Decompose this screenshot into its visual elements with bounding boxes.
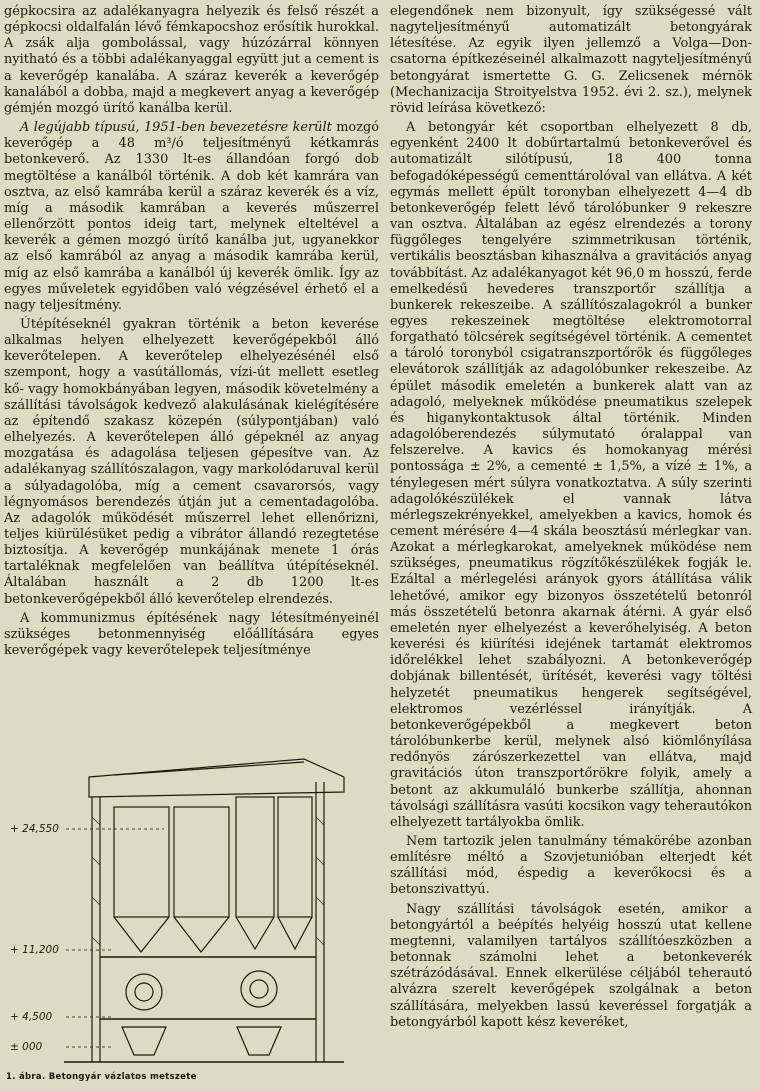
elevation-label: + 4,500 (10, 1011, 53, 1023)
betongyar-section-drawing (4, 737, 379, 1072)
elevation-label: + 24,550 (10, 823, 59, 835)
emphasized-lead: A legújabb típusú, 1951-ben bevezetésre került (20, 120, 332, 136)
figure-caption: 1. ábra. Betongyár vázlatos metszete (6, 1072, 197, 1082)
left-column (4, 4, 379, 659)
paragraph-text: mozgó keverőgép a 48 m³/ó teljesítményű kétkamrás betonkeverő. Az 1330 lt-es állandóan forgó dob megtöltése a kanálból történik. A dob két kamrára van osztva, az első kamrába kerül a száraz keverék és a víz, míg a második kamrában a keverés műszerrel ellenőrzött pontos ideig tart, melynek elteltével a keverék a gémen mozgó ürítő kanálba jut, ugyanekkor az első kamrából az anyag a második kamrába kerül, míg az első kamrába a kanálból új keverék ömlik. Így az egyes műveletek egyidőben való végzésével érhető el a nagy teljesítmény. (4, 120, 379, 313)
paragraph: A kommunizmus építésének nagy létesítményeinél szükséges betonmennyiség előállítására egyes keverőgépek vagy keverőtelepek teljesítménye (4, 610, 379, 659)
paragraph: gépkocsira az adalékanyagra helyezik és felső részét a gépkocsi oldalfalán lévő fémkapocshoz erősítik hurokkal. A zsák alja gombolással, vagy húzózárral könnyen nyitható és a többi adalékanyaggal együtt jut a cement is a keverőgép kanalába. A száraz keverék a keverőgép kanalából a dobba, majd a megkevert anyag a keverőgép gémjén mozgó ürítő kanálba kerül. (4, 4, 379, 116)
paragraph: Nem tartozik jelen tanulmány témakörébe azonban említésre méltó a Szovjetunióban elterjedt két szállítási mód, éspedig a keverőkocsi és a betonszivattyú. (390, 833, 752, 898)
elevation-label: + 11,200 (10, 944, 59, 956)
paragraph: A betongyár két csoportban elhelyezett 8 db, egyenként 2400 lt dobűrtartalmú betonkeverővel és automatizált silótípusú, 18 400 tonna befogadóképességű cementtárolóval van ellátva. A két egymás mellett épült toronyban elhelyezett 4—4 db betonkeverőgép felett lévő tárolóbunker 9 rekeszre van osztva. Általában az egész elrendezés a torony függőleges tengelyére szimmetrikusan történik, vertikális beosztásban kihasználva a gravitációs anyag továbbítást. Az adalékanyagot két 96,0 m hosszú, ferde emelkedésű hevederes transzportőr szállítja a bunkerek rekeszeibe. A szállítószalagokról a bunker egyes rekeszeinek megtöltése elektromotorral forgatható tölcsérek segítségével történik. A cementet a tároló toronyból csigatranszportőrök és függőleges elevátorok szállítják az adagolóbunker rekeszeibe. Az épület második emeletén a bunkerek alatt van az adagoló, melyeknek működése pneumatikus szelepek és higanykontaktusok által történik. Minden adagolóberendezés súlymutató óralappal van felszerelve. A kavics és homokanyag mérési pontossága ± 2%, a cementé ± 1,5%, a vízé ± 1%, a ténylegesen mért súlyra vonatkoztatva. A súly szerinti adagolókészülékek el vannak látva mérlegszekrényekkel, amelyekben a kavics, homok és cement mérésére 4—4 skála beosztású mérlegkar van. Azokat a mérlegkarokat, amelyeknek működése nem szükséges, pneumatikus rögzítőkészülékek fogják le. Ezáltal a mérlegelési arányok gyors átállítása válik lehetővé, amikor egy bizonyos összetételű betonról más összetételű betonra akarnak átérni. A gyár első emeletén nyer elhelyezést a keverőhelyiség. A beton keverési és kiürítési idejének tartamát elektromos időrelékkel lehet szabályozni. A betonkeverőgép dobjának billentését, ürítését, keverési vagy töltési helyzetét pneumatikus hengerek segítségével, elektromos vezérléssel irányítják. A betonkeverőgépekből a megkevert beton tárolóbunkerbe kerül, melynek alsó kiömlőnyílása redőnyös zárószerkezettel van ellátva, majd gravitációs úton transzportőrökre folyik, amely a betont az akkumuláló bunkerbe szállítja, ahonnan távolsági szállításra vasúti kocsikon vagy teherautókon elhelyezett tartályokba ömlik. (390, 120, 752, 830)
figure (4, 737, 379, 1087)
paragraph: Útépítéseknél gyakran történik a beton keverése alkalmas helyen elhelyezett keverőgépekből álló keverőtelepen. A keverőtelep elhelyezésénél első szempont, hogy a vasútállomás, vízi-út mellett esetleg kő- vagy homokbányában legyen, második követelmény a szállítási távolságok kedvező alakulásának kielégítésére az építendő szakasz közepén (súlypontjában) való elhelyezés. A keverőtelepen álló gépeknél az anyag mozgatása és adagolása teljesen gépesítve van. Az adalékanyag szállítószalagon, vagy markolódaruval kerül a súlyadagolóba, míg a cement csavarorsós, vagy légnyomásos berendezés útján jut a cementadagolóba. Az adagolók működését műszerrel lehet ellenőrizni, teljes kiürülésüket pedig a vibrátor állandó rezegtetése biztosítja. A keverőgép munkájának menete 1 órás tartaléknak megfelelően van beállítva útépítéseknél. Általában használt a 2 db 1200 lt-es betonkeverőgépekből álló keverőtelep elrendezés. (4, 316, 379, 607)
elevation-label: ± 000 (10, 1041, 43, 1053)
right-column (390, 4, 752, 1031)
paragraph: Nagy szállítási távolságok esetén, amikor a betongyártól a beépítés helyéig hosszú utat kellene megtenni, valamilyen tartályos szállítóeszközben a betonnak számolni lehet a betonkeverék szétrázódásával. Ennek elkerülése céljából teherautó alvázra szerelt keverőgépek szolgálnak a beton szállítására, melyekben lassú keveréssel forgatják a betongyárból kapott kész keveréket, (390, 901, 752, 1030)
paragraph (4, 120, 379, 314)
paragraph: elegendőnek nem bizonyult, így szükségessé vált nagyteljesítményű automatizált betongyárak létesítése. Az egyik ilyen jellemző a Volga—Don-csatorna építkezéseinél alkalmazott nagyteljesítményű betongyárat ismertette G. G. Zelicsenek mérnök (Mechanizacija Stroityelstva 1952. évi 2. sz.), melynek rövid leírása következő: (390, 4, 752, 116)
